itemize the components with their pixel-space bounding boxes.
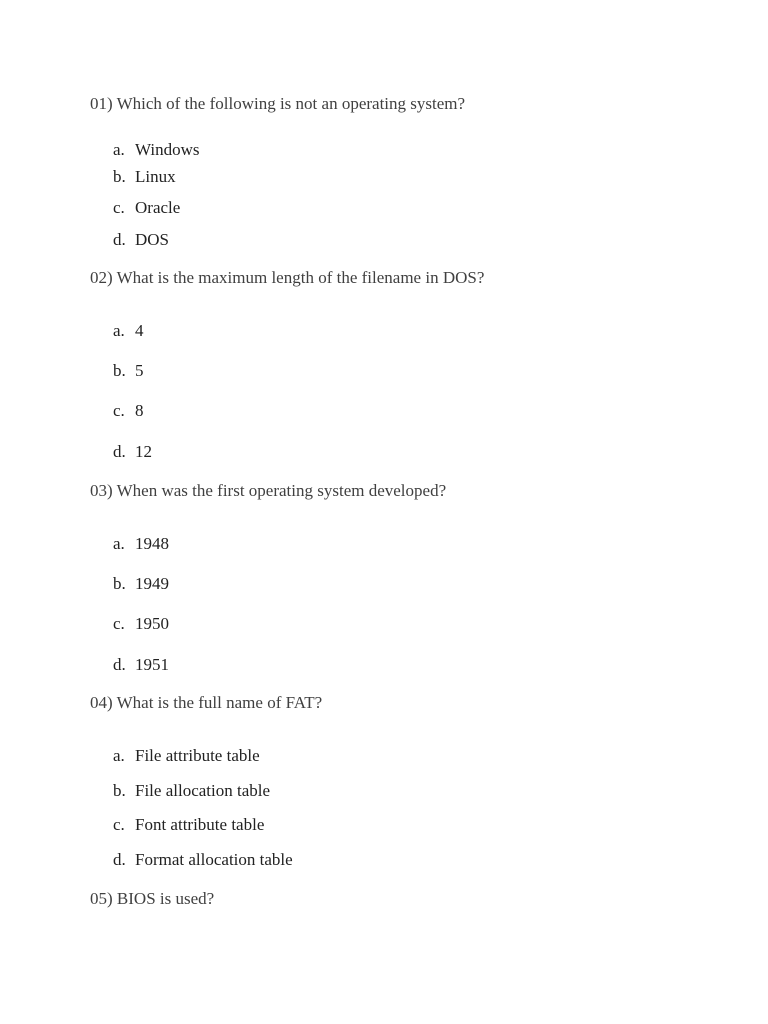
question-4-option-b [113,781,270,801]
question-2: 02) What is the maximum length of the filename in DOS? [90,268,485,287]
option-text: 4 [135,321,144,340]
option-text: 8 [135,401,144,420]
option-text: 1949 [135,574,169,593]
option-marker: c. [113,614,125,633]
question-2-option-a [113,321,144,341]
question-3-option-c [113,614,169,634]
option-text: 1950 [135,614,169,633]
question-3-option-b [113,574,169,594]
question-3-option-a [113,534,169,554]
option-text: File allocation table [135,781,271,800]
option-marker: d. [113,442,126,461]
question-1-option-d [113,230,169,250]
question-3: 03) When was the first operating system developed? [90,481,447,500]
option-marker: a. [113,140,125,159]
question-2-option-b [113,361,144,381]
option-marker: c. [113,815,125,834]
option-marker: b. [113,574,126,593]
option-marker: a. [113,534,125,553]
option-marker: b. [113,361,126,380]
option-text: Windows [135,140,200,159]
option-marker: b. [113,167,126,186]
option-text: DOS [135,230,170,249]
question-3-option-d [113,655,169,675]
question-1-option-a [113,140,199,160]
question-5: 05) BIOS is used? [90,889,215,908]
option-text: 5 [135,361,144,380]
question-4-option-d [113,850,293,870]
option-marker: d. [113,230,126,249]
question-4-option-c [113,815,264,835]
question-1: 01) Which of the following is not an operating system? [90,94,466,113]
question-4-option-a [113,746,260,766]
option-marker: a. [113,746,125,765]
option-marker: b. [113,781,126,800]
option-text: 1951 [135,655,169,674]
option-text: 12 [135,442,152,461]
question-2-option-d [113,442,152,462]
question-1-option-b [113,167,176,187]
option-text: Oracle [135,198,181,217]
option-text: Linux [135,167,176,186]
option-marker: c. [113,198,125,217]
option-marker: d. [113,850,126,869]
option-marker: c. [113,401,125,420]
option-text: Font attribute table [135,815,265,834]
question-2-option-c [113,401,144,421]
option-text: Format allocation table [135,850,293,869]
option-marker: d. [113,655,126,674]
option-marker: a. [113,321,125,340]
question-4: 04) What is the full name of FAT? [90,693,323,712]
question-1-option-c [113,198,180,218]
option-text: 1948 [135,534,169,553]
option-text: File attribute table [135,746,260,765]
